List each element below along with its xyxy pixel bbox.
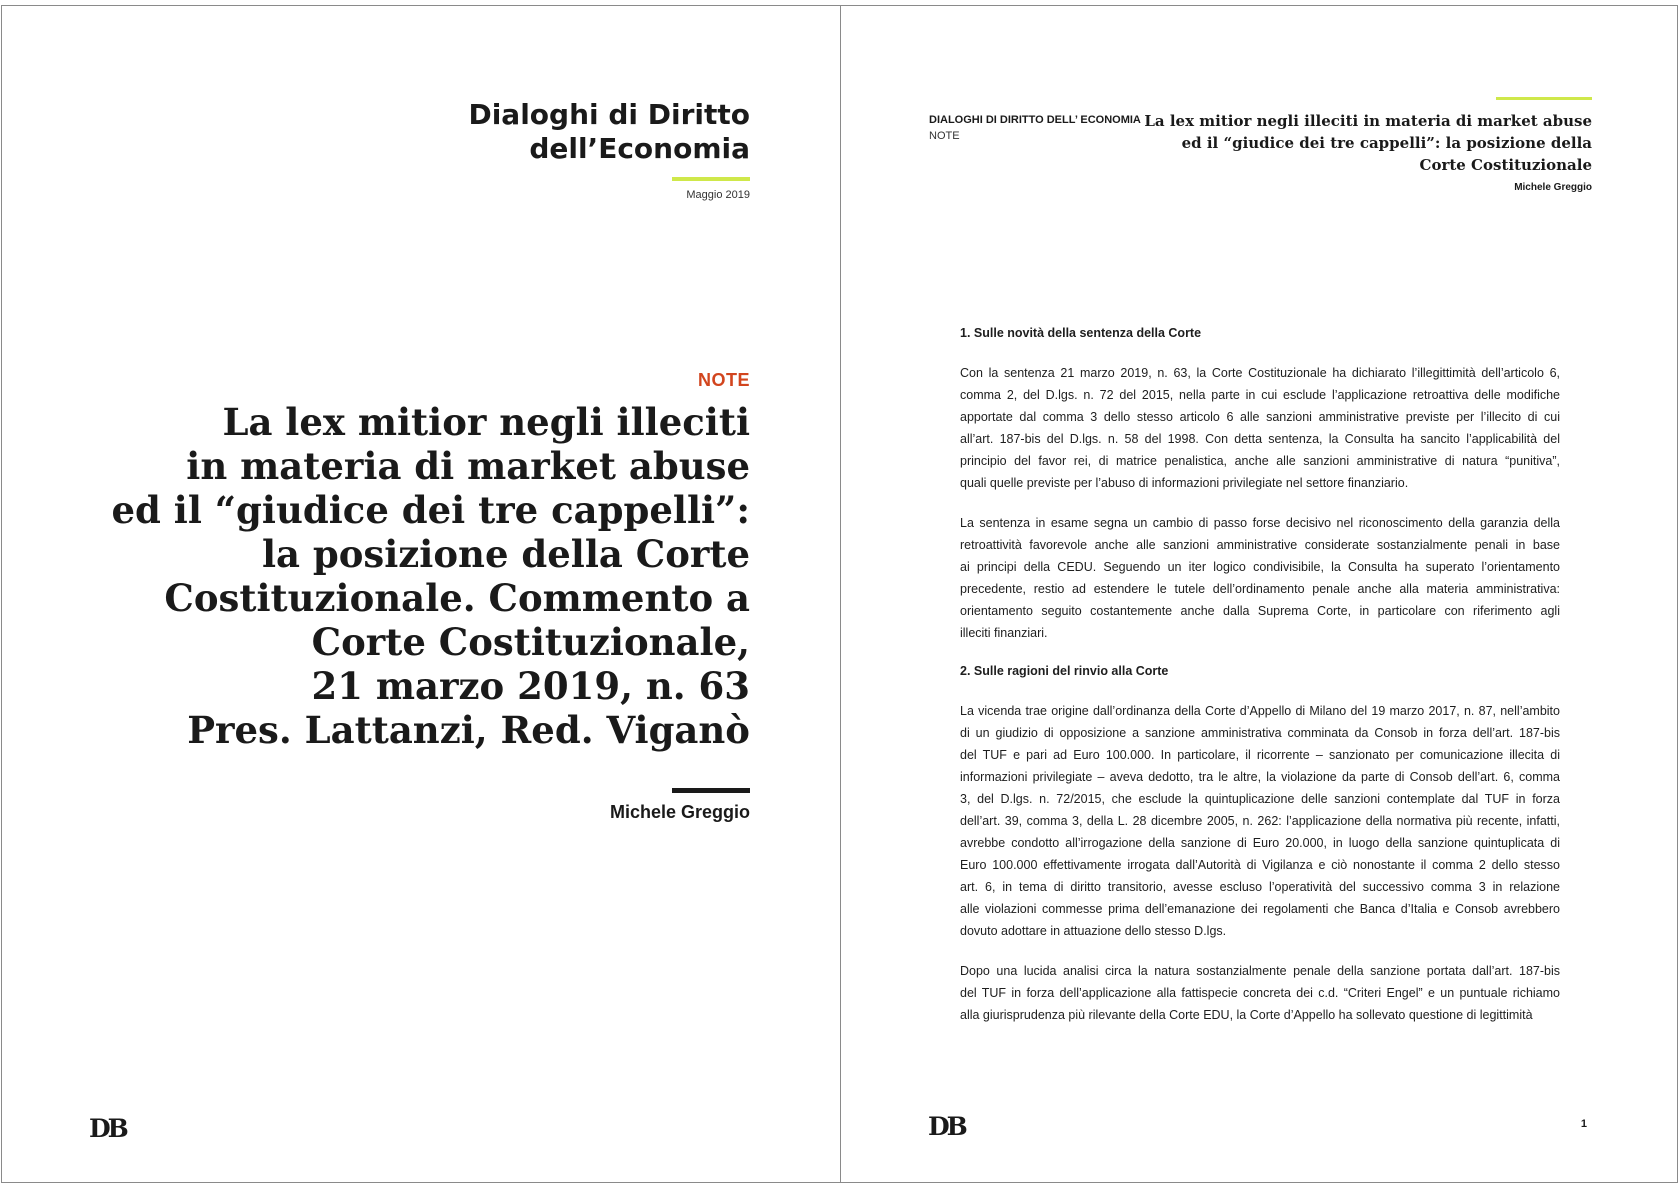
paragraph-line: apportate dal comma 3 dello stesso articolo 6 alle sanzioni amministrative previste per l’illecito di cui bbox=[960, 410, 1560, 424]
paragraph-line: avrebbe condotto all’irrogazione della sanzione di Euro 20.000, in luogo della sanzione quintuplicata di bbox=[960, 836, 1560, 850]
paragraph-line: La vicenda trae origine dall’ordinanza della Corte d’Appello di Milano del 19 marzo 2017, n. 87, nell’ambito bbox=[960, 704, 1560, 718]
running-header-section: NOTE bbox=[929, 130, 960, 142]
right-page bbox=[840, 5, 1678, 1183]
paragraph-line: del TUF e pari ad Euro 100.000. In particolare, il ricorrente – sanzionato per comunicazione illecita di bbox=[960, 748, 1560, 762]
paragraph-line: di un giudizio di opposizione a sanzione amministrativa comminata da Consob in forza dell’art. 187-bis bbox=[960, 726, 1560, 740]
paragraph bbox=[960, 700, 1560, 942]
journal-title bbox=[468, 98, 750, 166]
paragraph-line: del TUF in forza dell’applicazione alla fattispecie concreta dei c.d. “Criteri Engel” e un puntuale richiamo bbox=[960, 986, 1560, 1000]
paragraph-line: dell’art. 39, comma 3, della L. 28 dicembre 2005, n. 262: l’applicazione della normativa più recente, infatti, bbox=[960, 814, 1560, 828]
paragraph bbox=[960, 362, 1560, 494]
running-header-title-line: ed il “giudice dei tre cappelli”: la posizione della bbox=[1181, 134, 1592, 152]
running-header-title bbox=[1144, 110, 1592, 176]
paragraph-line: La sentenza in esame segna un cambio di passo forse decisivo nel riconoscimento della garanzia della bbox=[960, 516, 1560, 530]
paragraph-line: principio del favor rei, di matrice penalistica, anche alle sanzioni amministrative di natura “punitiva”, bbox=[960, 454, 1560, 468]
db-logo: DB bbox=[928, 1112, 965, 1141]
running-header-title-line: La lex mitior negli illeciti in materia di market abuse bbox=[1144, 112, 1592, 130]
paragraph-line: illeciti finanziari. bbox=[960, 626, 1048, 640]
section-label: NOTE bbox=[697, 370, 750, 390]
left-page bbox=[1, 5, 841, 1183]
paragraph-line: quali quelle previste per l’abuso di informazioni privilegiate nel settore finanziario. bbox=[960, 476, 1409, 490]
divider-rule bbox=[672, 788, 750, 793]
section-heading: 1. Sulle novità della sentenza della Corte bbox=[960, 326, 1202, 340]
paragraph-line: Euro 100.000 effettivamente irrogata dall’Autorità di Vigilanza e ciò nonostante il comma 2 dello stesso bbox=[960, 858, 1560, 872]
section-heading: 2. Sulle ragioni del rinvio alla Corte bbox=[960, 664, 1169, 678]
paragraph-line: Dopo una lucida analisi circa la natura sostanzialmente penale della sanzione portata dall’art. 187-bis bbox=[960, 964, 1560, 978]
article-title-line: Corte Costituzionale, bbox=[311, 620, 750, 664]
paragraph-line: orientamento seguito costantemente anche dalla Suprema Corte, in particolare con riferimento agli bbox=[960, 604, 1560, 618]
running-header-title-line: Corte Costituzionale bbox=[1419, 156, 1592, 174]
journal-title-line: dell’Economia bbox=[529, 132, 750, 165]
accent-rule bbox=[1496, 97, 1592, 100]
article-title-line: Pres. Lattanzi, Red. Viganò bbox=[187, 708, 750, 752]
author-name: Michele Greggio bbox=[609, 802, 750, 822]
article-title-line: 21 marzo 2019, n. 63 bbox=[311, 664, 750, 708]
article-title-line: Costituzionale. Commento a bbox=[164, 576, 750, 620]
running-header-journal: DIALOGHI DI DIRITTO DELL’ ECONOMIA bbox=[929, 114, 1141, 126]
paragraph-line: ai principi della CEDU. Seguendo un iter logico condivisibile, la Consulta ha superato l’orientamento bbox=[960, 560, 1560, 574]
running-header-author: Michele Greggio bbox=[1514, 182, 1592, 193]
paragraph-line: precedente, restio ad estendere le tutele dell’ordinamento penale anche alla materia amministrativa: bbox=[960, 582, 1560, 596]
article-title-line: in materia di market abuse bbox=[186, 444, 750, 488]
paragraph-line: alle violazioni commesse prima dell’emanazione dei regolamenti che Banca d’Italia e Consob avrebbero bbox=[960, 902, 1560, 916]
page-number: 1 bbox=[1580, 1118, 1587, 1130]
accent-rule bbox=[672, 177, 750, 181]
publication-date: Maggio 2019 bbox=[686, 189, 750, 201]
paragraph bbox=[960, 512, 1560, 644]
paragraph-line: art. 6, in tema di diritto transitorio, avesse escluso l’operatività del successivo comma 3 in relazione bbox=[960, 880, 1560, 894]
article-body bbox=[960, 324, 1560, 1044]
article-title-line: la posizione della Corte bbox=[261, 532, 750, 576]
paragraph-line: dovuto adottare in attuazione dello stesso D.lgs. bbox=[960, 924, 1227, 938]
db-logo: DB bbox=[89, 1114, 126, 1143]
article-title bbox=[110, 400, 750, 752]
paragraph-line: Con la sentenza 21 marzo 2019, n. 63, la Corte Costituzionale ha dichiarato l’illegittimità dell’articolo 6, bbox=[960, 366, 1560, 380]
article-title-line: ed il “giudice dei tre cappelli”: bbox=[111, 488, 750, 532]
paragraph-line: all’art. 187-bis del D.lgs. n. 58 del 1998. Con detta sentenza, la Consulta ha sancito l’applicabilità del bbox=[960, 432, 1560, 446]
journal-title-line: Dialoghi di Diritto bbox=[468, 98, 750, 131]
paragraph-line: alla giurisprudenza più rilevante della Corte EDU, la Corte d’Appello ha sollevato questione di legittimità bbox=[960, 1008, 1533, 1022]
article-title-line: La lex mitior negli illeciti bbox=[222, 400, 750, 444]
paragraph-line: comma 2, del D.lgs. n. 72 del 2015, nella parte in cui esclude l’applicazione retroattiva delle modifiche bbox=[960, 388, 1560, 402]
paragraph bbox=[960, 960, 1560, 1026]
paragraph-line: informazioni privilegiate – aveva dedotto, tra le altre, la violazione da parte di Consob dell’art. 6, comma bbox=[960, 770, 1560, 784]
paragraph-line: retroattività favorevole anche alle sanzioni amministrative considerate sostanzialmente penali in base bbox=[960, 538, 1560, 552]
paragraph-line: 3, del D.lgs. n. 72/2015, che esclude la quintuplicazione delle sanzioni contemplate dal TUF in forza bbox=[960, 792, 1560, 806]
